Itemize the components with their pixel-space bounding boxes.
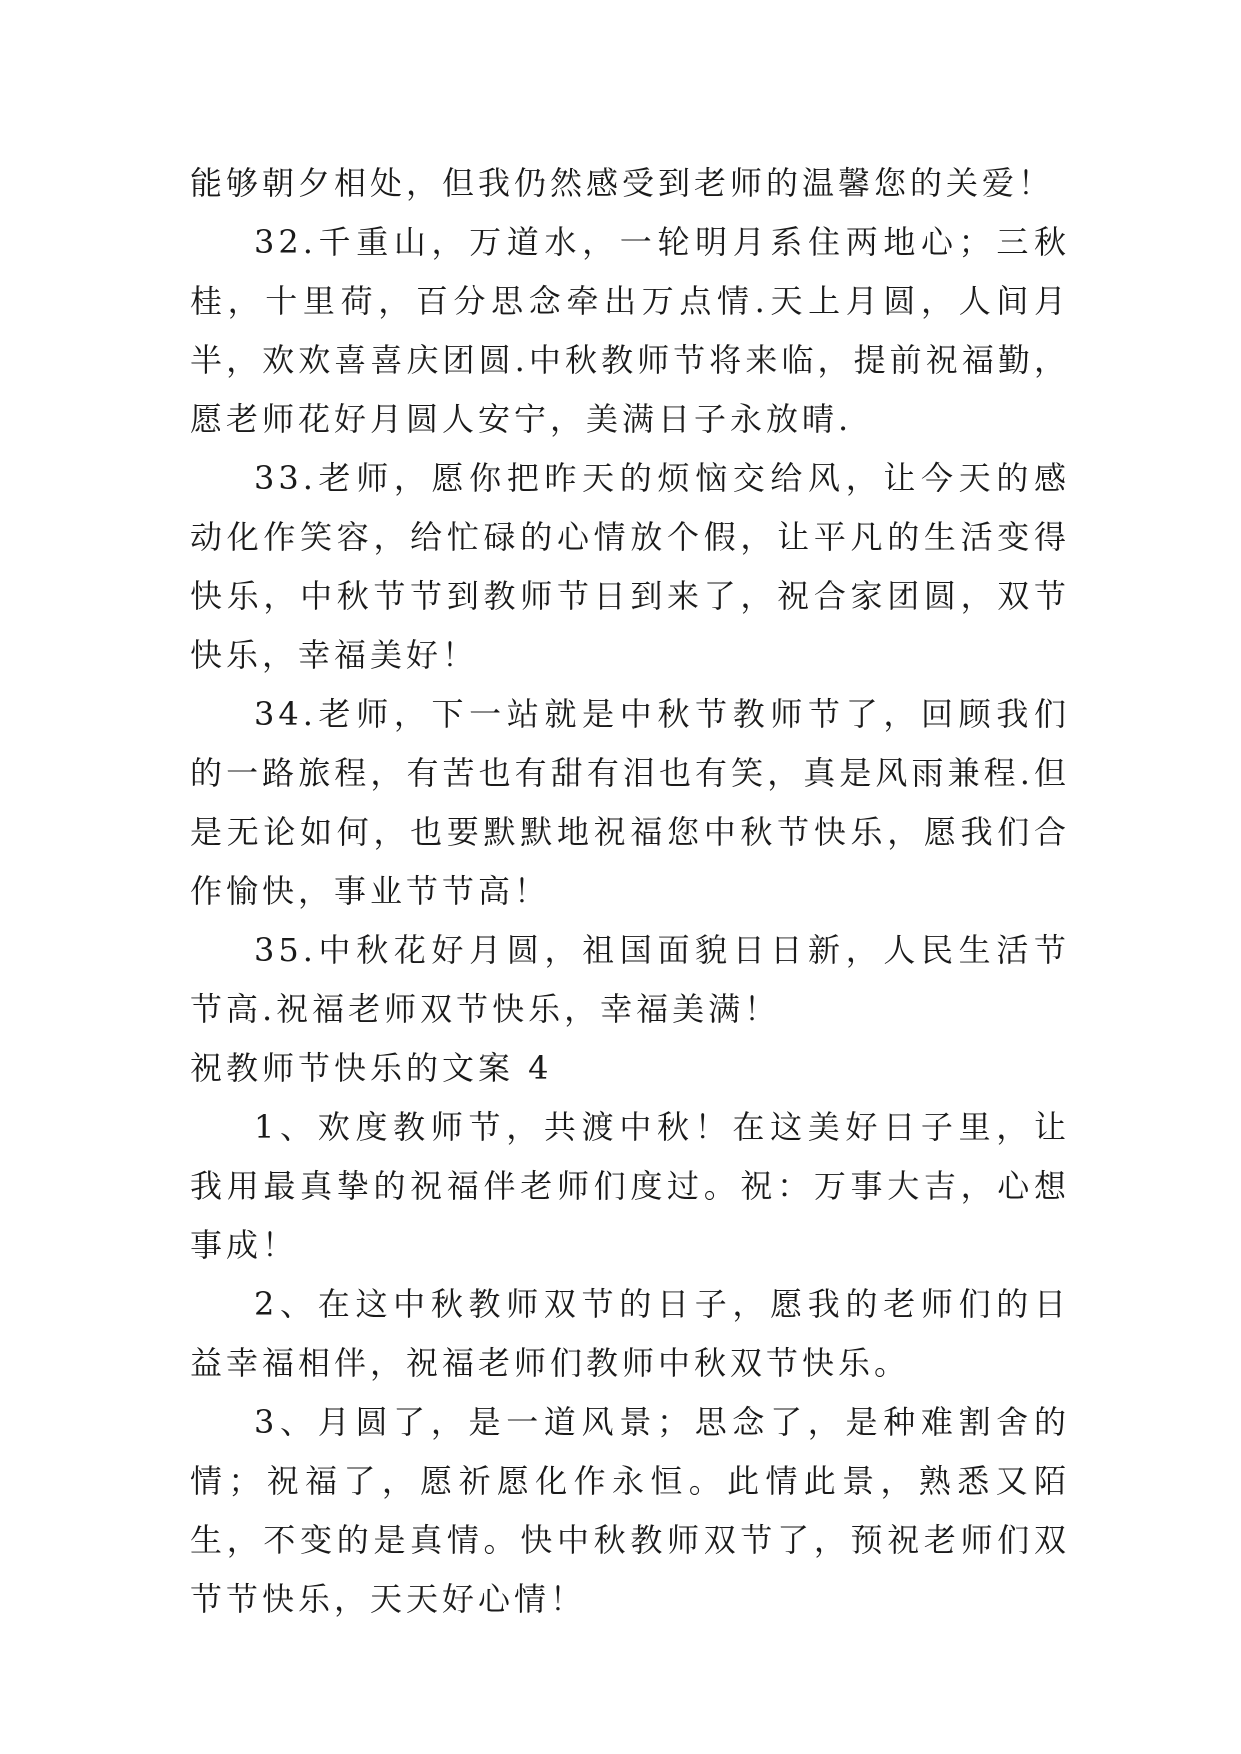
section-paragraph-2: 2、在这中秋教师双节的日子，愿我的老师们的日益幸福相伴，祝福老师们教师中秋双节快乐。 <box>190 1285 1070 1382</box>
section-heading: 祝教师节快乐的文案 4 <box>190 1049 553 1087</box>
paragraph-continuation: 能够朝夕相处，但我仍然感受到老师的温馨您的关爱！ <box>190 164 1055 202</box>
paragraph-item-34: 34.老师，下一站就是中秋节教师节了，回顾我们的一路旅程，有苦也有甜有泪也有笑，真是风雨兼程.但是无论如何，也要默默地祝福您中秋节快乐，愿我们合作愉快，事业节节高！ <box>190 695 1070 910</box>
paragraph-item-35: 35.中秋花好月圆，祖国面貌日日新，人民生活节节高.祝福老师双节快乐，幸福美满！ <box>190 931 1070 1028</box>
section-paragraph-3: 3、月圆了，是一道风景；思念了，是种难割舍的情；祝福了，愿祈愿化作永恒。此情此景，熟悉又陌生，不变的是真情。快中秋教师双节了，预祝老师们双节节快乐，天天好心情！ <box>190 1403 1070 1618</box>
section-paragraph-1: 1、欢度教师节，共渡中秋！在这美好日子里，让我用最真挚的祝福伴老师们度过。祝：万事大吉，心想事成！ <box>190 1108 1070 1264</box>
document-body <box>190 154 1070 1629</box>
paragraph-item-33: 33.老师，愿你把昨天的烦恼交给风，让今天的感动化作笑容，给忙碌的心情放个假，让平凡的生活变得快乐，中秋节节到教师节日到来了，祝合家团圆，双节快乐，幸福美好！ <box>190 459 1070 674</box>
paragraph-item-32: 32.千重山，万道水，一轮明月系住两地心；三秋桂，十里荷，百分思念牵出万点情.天上月圆，人间月半，欢欢喜喜庆团圆.中秋教师节将来临，提前祝福勤，愿老师花好月圆人安宁，美满日子永放晴. <box>190 223 1070 438</box>
